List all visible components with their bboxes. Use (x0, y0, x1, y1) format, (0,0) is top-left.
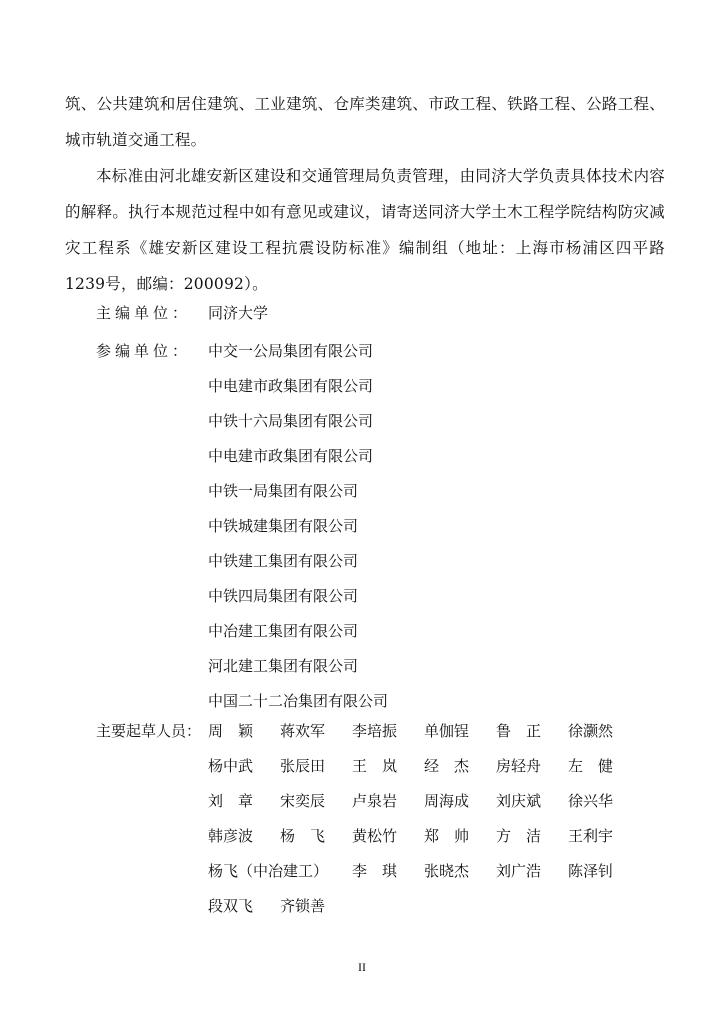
drafter-name: 黄松竹 (352, 827, 398, 845)
drafter-name: 陈泽钊 (568, 862, 614, 880)
participating-row (96, 341, 208, 361)
drafters-row-1 (208, 721, 640, 756)
org-item: 中铁建工集团有限公司 (208, 552, 359, 570)
drafter-name: 郑 帅 (424, 827, 470, 845)
drafter-name: 方 洁 (496, 827, 542, 845)
drafter-name: 王利宇 (568, 827, 614, 845)
org-item: 中铁四局集团有限公司 (208, 587, 359, 605)
page-number: II (358, 960, 366, 974)
org-item: 中铁十六局集团有限公司 (208, 412, 374, 430)
drafter-name: 杨 飞 (280, 827, 326, 845)
org-item: 中电建市政集团有限公司 (208, 377, 374, 395)
drafter-name: 蒋欢军 (280, 722, 326, 740)
drafter-name: 李培振 (352, 722, 398, 740)
drafters-row-3 (208, 791, 640, 826)
management-paragraph: 本标准由河北雄安新区建设和交通管理局负责管理，由同济大学负责具体技术内容的解释。执行本规范过程中如有意见或建议，请寄送同济大学土木工程学院结构防灾减灾工程系《雄安新区建设工程抗震设防标准》编制组（地址：上海市杨浦区四平路1239号，邮编：200092）。 (65, 167, 665, 293)
drafter-name: 杨飞（中冶建工） (208, 862, 329, 880)
drafter-name: 左 健 (568, 757, 614, 775)
drafters-row-2 (208, 756, 640, 791)
drafter-name: 周海成 (424, 792, 470, 810)
drafter-name: 刘 章 (208, 792, 254, 810)
drafter-name: 王 岚 (352, 757, 398, 775)
chief-editor-value: 同济大学 (208, 304, 269, 322)
org-item: 中国二十二冶集团有限公司 (208, 692, 389, 710)
org-item: 河北建工集团有限公司 (208, 657, 359, 675)
scope-paragraph: 筑、公共建筑和居住建筑、工业建筑、仓库类建筑、市政工程、铁路工程、公路工程、城市轨道交通工程。 (65, 95, 665, 149)
drafters-label: 主要起草人员： (96, 722, 202, 740)
org-item: 中铁城建集团有限公司 (208, 517, 359, 535)
drafter-name: 张晓杰 (424, 862, 470, 880)
drafters-grid (208, 721, 640, 931)
org-item: 中电建市政集团有限公司 (208, 447, 374, 465)
org-item: 中交一公局集团有限公司 (208, 342, 374, 360)
drafter-name: 段双飞 (208, 897, 254, 915)
drafter-name: 房轻舟 (496, 757, 542, 775)
participating-label: 参编单位： (96, 342, 192, 360)
drafter-name: 宋奕辰 (280, 792, 326, 810)
drafter-name: 齐锁善 (280, 897, 326, 915)
drafter-name: 卢泉岩 (352, 792, 398, 810)
org-item: 中铁一局集团有限公司 (208, 482, 359, 500)
drafter-name: 鲁 正 (496, 722, 542, 740)
chief-editor-label: 主编单位： (96, 304, 192, 322)
drafters-row-6 (208, 896, 640, 931)
drafter-name: 徐兴华 (568, 792, 614, 810)
drafters-row-5 (208, 861, 640, 896)
drafter-name: 刘庆斌 (496, 792, 542, 810)
drafter-name: 周 颖 (208, 722, 254, 740)
drafter-name: 单伽锃 (424, 722, 470, 740)
drafter-name: 杨中武 (208, 757, 254, 775)
participating-org-list (208, 341, 388, 726)
drafter-name: 刘广浩 (496, 862, 542, 880)
drafter-name: 经 杰 (424, 757, 470, 775)
drafters-row-4 (208, 826, 640, 861)
drafter-name: 张辰田 (280, 757, 326, 775)
org-item: 中冶建工集团有限公司 (208, 622, 359, 640)
chief-editor-row (96, 303, 268, 323)
drafter-name: 韩彦波 (208, 827, 254, 845)
drafters-row (96, 721, 208, 741)
drafter-name: 徐灏然 (568, 722, 614, 740)
drafter-name: 李 琪 (352, 862, 398, 880)
